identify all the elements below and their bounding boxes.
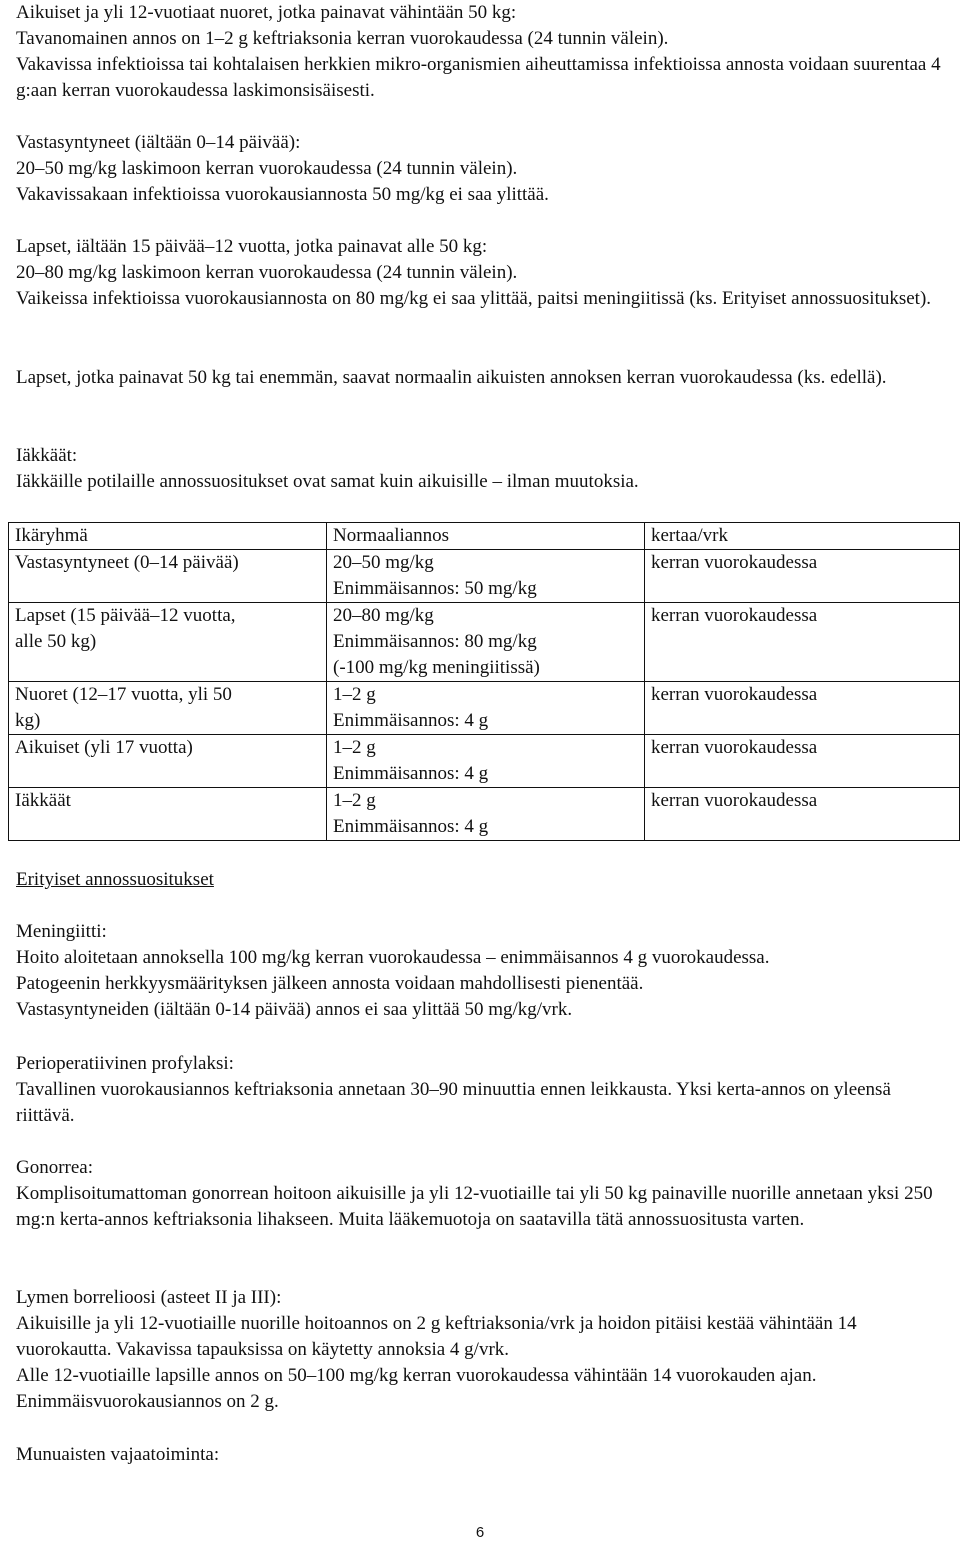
table-header: kertaa/vrk [645, 523, 960, 550]
meningitis-text: Vastasyntyneiden (iältään 0-14 päivää) annos ei saa ylittää 50 mg/kg/vrk. [16, 999, 573, 1020]
newborn-max-text: Vakavissakaan infektioissa vuorokausiannosta 50 mg/kg ei saa ylittää. [16, 184, 549, 205]
cell-line: Enimmäisannos: 4 g [333, 710, 489, 731]
lyme-section [16, 1285, 946, 1415]
gonorrhea-section [16, 1155, 946, 1233]
renal-section [16, 1442, 946, 1468]
newborn-dosing-section [16, 130, 946, 208]
table-row [9, 735, 960, 788]
elderly-section [16, 443, 946, 495]
cell-line: Enimmäisannos: 50 mg/kg [333, 578, 537, 599]
cell-line: Aikuiset (yli 17 vuotta) [15, 737, 193, 758]
meningitis-text: Patogeenin herkkyysmäärityksen jälkeen annosta voidaan mahdollisesti pienentää. [16, 973, 644, 994]
table-header: Normaaliannos [327, 523, 645, 550]
cell-line: 1–2 g [333, 790, 376, 811]
table-cell-group [9, 550, 327, 603]
gonorrhea-heading: Gonorrea: [16, 1157, 94, 1178]
meningitis-heading: Meningiitti: [16, 921, 107, 942]
cell-line: 1–2 g [333, 684, 376, 705]
lyme-text: Aikuisille ja yli 12-vuotiaille nuorille hoitoannos on 2 g keftriaksonia/vrk ja hoidon pitäisi kestää vähintään 14 vuorokautta. Vakavissa tapauksissa on käytetty annoksia 4 g/vrk. [16, 1313, 857, 1360]
table-cell-group [9, 788, 327, 841]
meningitis-text: Hoito aloitetaan annoksella 100 mg/kg kerran vuorokaudessa – enimmäisannos 4 g vuorokaudessa. [16, 947, 770, 968]
cell-line: Lapset (15 päivää–12 vuotta, [15, 605, 236, 626]
children-dosing-text: 20–80 mg/kg laskimoon kerran vuorokaudessa (24 tunnin välein). [16, 262, 518, 283]
cell-line: 20–80 mg/kg [333, 605, 434, 626]
cell-line: 20–50 mg/kg [333, 552, 434, 573]
newborn-dosing-text: 20–50 mg/kg laskimoon kerran vuorokaudessa (24 tunnin välein). [16, 158, 518, 179]
table-cell-dose [327, 788, 645, 841]
table-row [9, 603, 960, 682]
special-dosing-section [16, 867, 946, 893]
newborn-dosing-heading: Vastasyntyneet (iältään 0–14 päivää): [16, 132, 301, 153]
renal-heading: Munuaisten vajaatoiminta: [16, 1444, 220, 1465]
gonorrhea-text: Komplisoitumattoman gonorrean hoitoon aikuisille ja yli 12-vuotiaille tai yli 50 kg painaville nuorille annetaan yksi 250 mg:n kerta-annos keftriaksonia lihakseen. Muita lääkemuotoja on saatavilla tätä annossuositusta varten. [16, 1183, 933, 1230]
children-dosing-section [16, 234, 946, 312]
cell-line: (-100 mg/kg meningiitissä) [333, 657, 540, 678]
table-cell-frequency: kerran vuorokaudessa [645, 550, 960, 603]
cell-line: Vastasyntyneet (0–14 päivää) [15, 552, 239, 573]
cell-line: Nuoret (12–17 vuotta, yli 50 [15, 684, 232, 705]
lyme-heading: Lymen borrelioosi (asteet II ja III): [16, 1287, 282, 1308]
table-row [9, 682, 960, 735]
children-dosing-heading: Lapset, iältään 15 päivää–12 vuotta, jotka painavat alle 50 kg: [16, 236, 488, 257]
table-cell-group [9, 735, 327, 788]
cell-line: 1–2 g [333, 737, 376, 758]
special-dosing-heading: Erityiset annossuositukset [16, 869, 214, 890]
table-cell-dose [327, 682, 645, 735]
periop-heading: Perioperatiivinen profylaksi: [16, 1053, 234, 1074]
children-max-text: Vaikeissa infektioissa vuorokausiannosta on 80 mg/kg ei saa ylittää, paitsi meningiitissä (ks. Erityiset annossuositukset). [16, 288, 932, 309]
adult-dosing-text: Tavanomainen annos on 1–2 g keftriaksonia kerran vuorokaudessa (24 tunnin välein). [16, 28, 669, 49]
children-over-50kg-section [16, 365, 946, 391]
table-cell-dose [327, 735, 645, 788]
elderly-text: Iäkkäille potilaille annossuositukset ovat samat kuin aikuisille – ilman muutoksia. [16, 471, 639, 492]
table-header: Ikäryhmä [9, 523, 327, 550]
cell-line: Enimmäisannos: 4 g [333, 816, 489, 837]
cell-line: kg) [15, 710, 41, 731]
periop-text: Tavallinen vuorokausiannos keftriaksonia annetaan 30–90 minuuttia ennen leikkausta. Yksi kerta-annos on yleensä riittävä. [16, 1079, 891, 1126]
periop-section [16, 1051, 946, 1129]
adult-severe-text: Vakavissa infektioissa tai kohtalaisen herkkien mikro-organismien aiheuttamissa infektioissa annosta voidaan suurentaa 4 g:aan kerran vuorokaudessa laskimonsisäisesti. [16, 54, 941, 101]
table-cell-frequency: kerran vuorokaudessa [645, 603, 960, 682]
cell-line: alle 50 kg) [15, 631, 97, 652]
adult-dosing-section [16, 0, 946, 104]
table-cell-group [9, 682, 327, 735]
table-cell-frequency: kerran vuorokaudessa [645, 735, 960, 788]
table-cell-frequency: kerran vuorokaudessa [645, 682, 960, 735]
cell-line: Enimmäisannos: 80 mg/kg [333, 631, 537, 652]
children-over-50kg-text: Lapset, jotka painavat 50 kg tai enemmän, saavat normaalin aikuisten annoksen kerran vuorokaudessa (ks. edellä). [16, 367, 887, 388]
table-cell-group [9, 603, 327, 682]
table-cell-frequency: kerran vuorokaudessa [645, 788, 960, 841]
table-cell-dose [327, 550, 645, 603]
cell-line: Enimmäisannos: 4 g [333, 763, 489, 784]
cell-line: Iäkkäät [15, 790, 71, 811]
elderly-heading: Iäkkäät: [16, 445, 78, 466]
page-number: 6 [475, 1524, 485, 1541]
adult-dosing-heading: Aikuiset ja yli 12-vuotiaat nuoret, jotka painavat vähintään 50 kg: [16, 2, 517, 23]
dosing-table [8, 522, 960, 841]
table-header-row [9, 523, 960, 550]
table-row [9, 788, 960, 841]
table-row [9, 550, 960, 603]
table-cell-dose [327, 603, 645, 682]
lyme-text: Alle 12-vuotiaille lapsille annos on 50–100 mg/kg kerran vuorokaudessa vähintään 14 vuorokauden ajan. Enimmäisvuorokausiannos on 2 g. [16, 1365, 817, 1412]
meningitis-section [16, 919, 946, 1023]
